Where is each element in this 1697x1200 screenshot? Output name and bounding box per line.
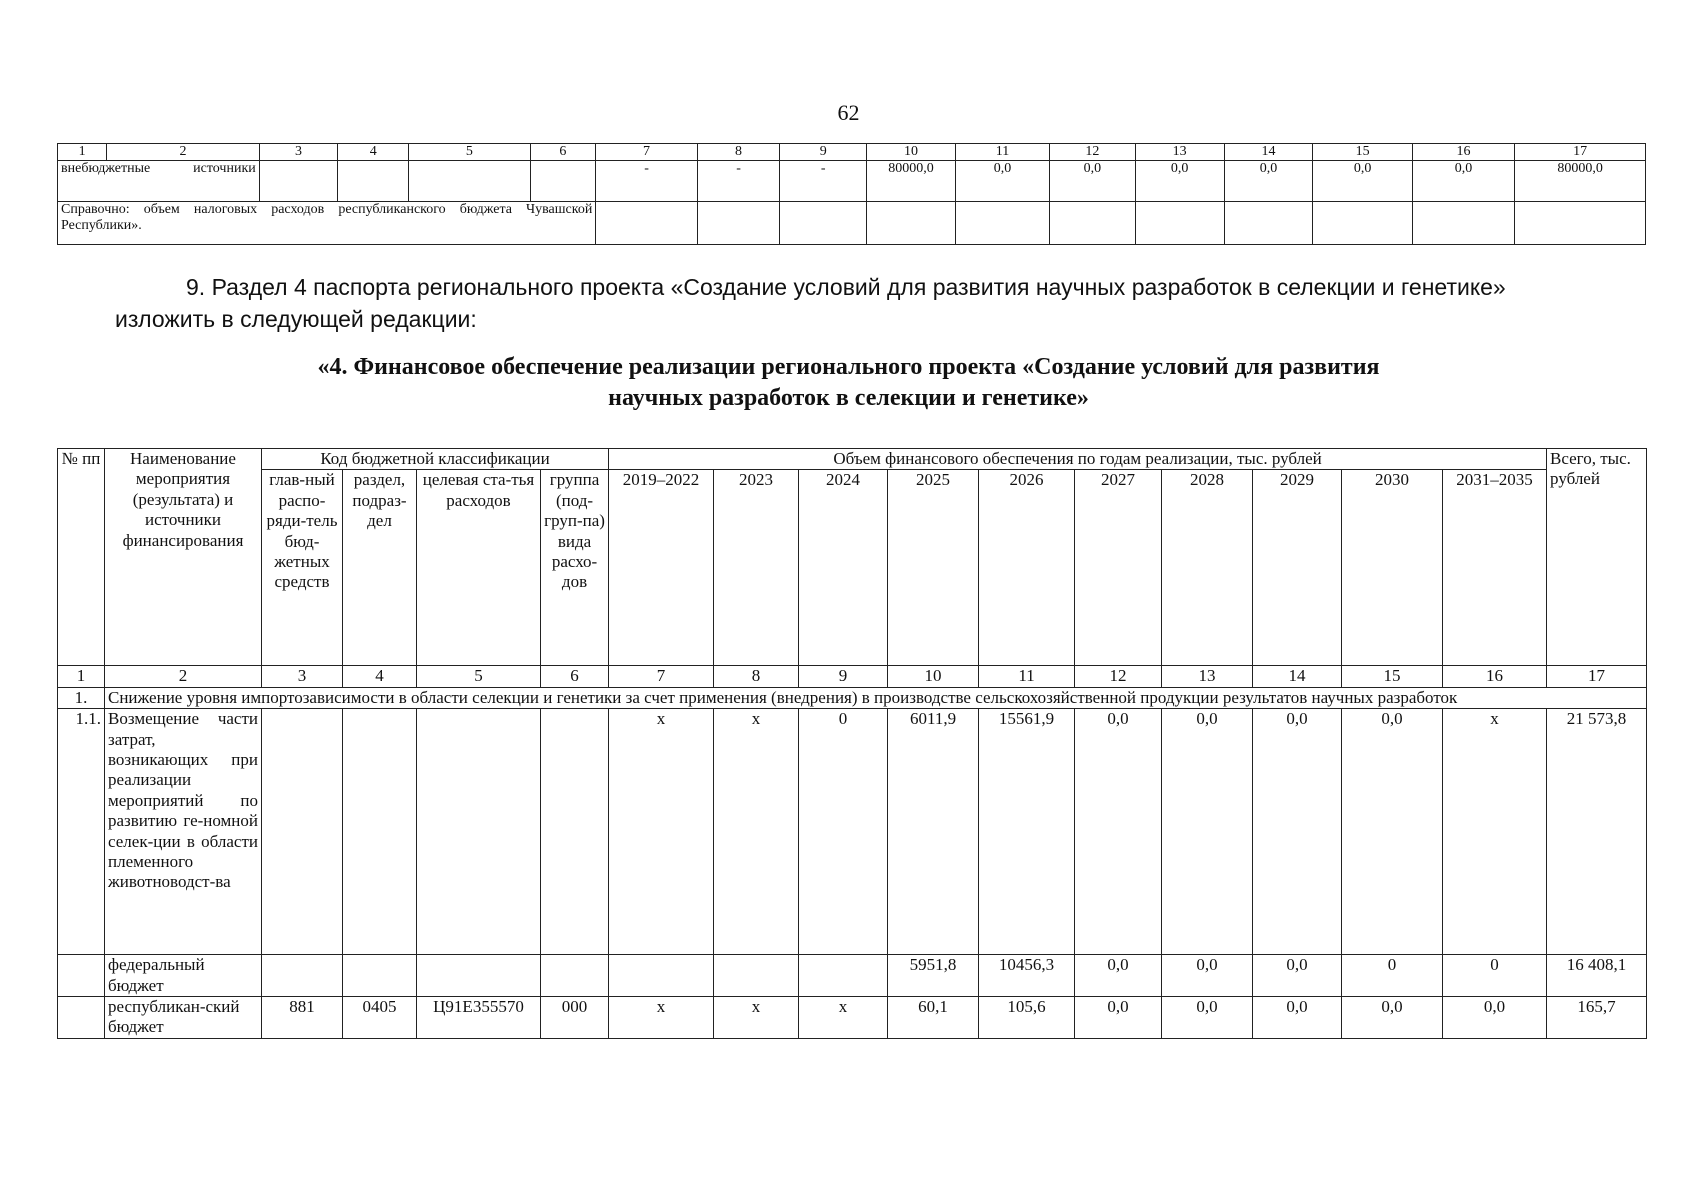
table-cell xyxy=(1412,202,1514,245)
table-cell: 0405 xyxy=(343,996,417,1038)
col-number: 5 xyxy=(417,666,541,687)
table-cell xyxy=(541,709,609,955)
table-cell: - xyxy=(596,161,697,202)
col-number: 14 xyxy=(1253,666,1342,687)
header-year: 2026 xyxy=(979,470,1075,666)
table-cell: 105,6 xyxy=(979,996,1075,1038)
section-title: Снижение уровня импортозависимости в области селекции и генетики за счет применения (внедрения) в производстве сельскохозяйственной продукции результатов научных разработок xyxy=(105,687,1647,708)
table-cell: 0,0 xyxy=(1443,996,1547,1038)
table-cell: 0,0 xyxy=(1075,709,1162,955)
row-label: внебюджетные источники xyxy=(58,161,260,202)
table-cell xyxy=(343,955,417,997)
table-cell: - xyxy=(697,161,780,202)
row-num: 1.1. xyxy=(58,709,105,955)
page-number: 62 xyxy=(837,100,860,125)
table-cell xyxy=(1050,202,1136,245)
col-number: 4 xyxy=(343,666,417,687)
col-number: 10 xyxy=(888,666,979,687)
table-cell xyxy=(799,955,888,997)
table-cell: 0,0 xyxy=(1075,955,1162,997)
table-cell xyxy=(259,161,337,202)
note-cell: Справочно: объем налоговых расходов республиканского бюджета Чувашской Республики». xyxy=(58,202,596,245)
table-cell: 5951,8 xyxy=(888,955,979,997)
col-number: 12 xyxy=(1075,666,1162,687)
section-num: 1. xyxy=(58,687,105,708)
table-cell: 80000,0 xyxy=(867,161,956,202)
continuation-table xyxy=(57,143,1646,245)
table-cell: Ц91Е355570 xyxy=(417,996,541,1038)
col-number: 13 xyxy=(1162,666,1253,687)
table-cell: 6011,9 xyxy=(888,709,979,955)
col-number: 6 xyxy=(530,144,596,161)
section-heading xyxy=(0,352,1697,414)
col-number: 11 xyxy=(979,666,1075,687)
header-year: 2019–2022 xyxy=(609,470,714,666)
table-cell xyxy=(1224,202,1313,245)
table-cell: х xyxy=(714,996,799,1038)
table-cell: 0,0 xyxy=(1342,709,1443,955)
table-row xyxy=(58,709,1647,955)
header-year: 2027 xyxy=(1075,470,1162,666)
table-cell: 0,0 xyxy=(955,161,1049,202)
table-cell xyxy=(867,202,956,245)
table-cell xyxy=(1515,202,1646,245)
table-cell: х xyxy=(714,709,799,955)
table-cell: 0,0 xyxy=(1313,161,1412,202)
table-cell: 0,0 xyxy=(1412,161,1514,202)
table-cell xyxy=(780,202,867,245)
col-number: 2 xyxy=(107,144,260,161)
row-name: федеральный бюджет xyxy=(105,955,262,997)
table-cell: 0,0 xyxy=(1253,996,1342,1038)
table-cell: 0,0 xyxy=(1224,161,1313,202)
table-cell: 881 xyxy=(262,996,343,1038)
table-cell: 80000,0 xyxy=(1515,161,1646,202)
header-year: 2031–2035 xyxy=(1443,470,1547,666)
table-cell xyxy=(338,161,409,202)
col-number: 7 xyxy=(609,666,714,687)
header-code-col: группа (под-груп-па) вида расхо-дов xyxy=(541,470,609,666)
col-number: 9 xyxy=(799,666,888,687)
table-cell xyxy=(714,955,799,997)
header-code-col: глав-ный распо-ряди-тель бюд-жетных средств xyxy=(262,470,343,666)
column-number-row xyxy=(58,666,1647,687)
table-cell xyxy=(417,955,541,997)
table-cell: 0,0 xyxy=(1253,955,1342,997)
table-cell: 000 xyxy=(541,996,609,1038)
table-cell: 0,0 xyxy=(1342,996,1443,1038)
row-name: Возмещение части затрат, возникающих при реализации мероприятий по развитию ге-номной селек-ции в области племенного животноводст-ва xyxy=(105,709,262,955)
col-number: 16 xyxy=(1412,144,1514,161)
body-paragraph: 9. Раздел 4 паспорта регионального проекта «Создание условий для развития научных разработок в селекции и генетике» изложить в следующей редакции: xyxy=(115,274,1506,332)
table-cell: 165,7 xyxy=(1547,996,1647,1038)
table-cell xyxy=(262,955,343,997)
table-cell: 21 573,8 xyxy=(1547,709,1647,955)
table-cell: х xyxy=(609,709,714,955)
table-row xyxy=(58,161,1646,202)
col-number: 6 xyxy=(541,666,609,687)
col-number: 5 xyxy=(409,144,530,161)
table-cell: 0,0 xyxy=(1162,996,1253,1038)
header-budget-code: Код бюджетной классификации xyxy=(262,449,609,470)
header-code-col: целевая ста-тья расходов xyxy=(417,470,541,666)
table-cell: 0 xyxy=(799,709,888,955)
table-cell: х xyxy=(799,996,888,1038)
table-cell xyxy=(697,202,780,245)
table-cell xyxy=(1313,202,1412,245)
col-number: 15 xyxy=(1313,144,1412,161)
col-number: 1 xyxy=(58,144,107,161)
col-number: 11 xyxy=(955,144,1049,161)
table-row xyxy=(58,202,1646,245)
header-year: 2023 xyxy=(714,470,799,666)
table-cell: х xyxy=(1443,709,1547,955)
col-number: 7 xyxy=(596,144,697,161)
col-number: 2 xyxy=(105,666,262,687)
table-cell xyxy=(609,955,714,997)
heading-line: «4. Финансовое обеспечение реализации регионального проекта «Создание условий для развития xyxy=(317,354,1380,380)
table-cell: 15561,9 xyxy=(979,709,1075,955)
column-number-row xyxy=(58,144,1646,161)
header-row xyxy=(58,470,1647,666)
col-number: 15 xyxy=(1342,666,1443,687)
col-number: 10 xyxy=(867,144,956,161)
col-number: 8 xyxy=(697,144,780,161)
header-volume: Объем финансового обеспечения по годам реализации, тыс. рублей xyxy=(609,449,1547,470)
col-number: 9 xyxy=(780,144,867,161)
table-cell xyxy=(530,161,596,202)
table-cell xyxy=(541,955,609,997)
financing-table xyxy=(57,448,1647,1039)
header-year: 2028 xyxy=(1162,470,1253,666)
table-cell: 10456,3 xyxy=(979,955,1075,997)
heading-line: научных разработок в селекции и генетике» xyxy=(608,385,1089,412)
col-number: 3 xyxy=(259,144,337,161)
table-cell xyxy=(262,709,343,955)
table-cell xyxy=(343,709,417,955)
header-total: Всего, тыс. рублей xyxy=(1547,449,1647,666)
col-number: 12 xyxy=(1050,144,1136,161)
header-name: Наименование мероприятия (результата) и источники финансирования xyxy=(105,449,262,666)
col-number: 16 xyxy=(1443,666,1547,687)
header-year: 2024 xyxy=(799,470,888,666)
table-cell: - xyxy=(780,161,867,202)
col-number: 17 xyxy=(1515,144,1646,161)
table-row xyxy=(58,996,1647,1038)
table-cell: 0,0 xyxy=(1075,996,1162,1038)
header-code-col: раздел, подраз-дел xyxy=(343,470,417,666)
header-num: № пп xyxy=(58,449,105,666)
table-cell: 0,0 xyxy=(1162,709,1253,955)
col-number: 4 xyxy=(338,144,409,161)
col-number: 13 xyxy=(1135,144,1224,161)
row-name: республикан-ский бюджет xyxy=(105,996,262,1038)
table-cell: 0,0 xyxy=(1162,955,1253,997)
row-num xyxy=(58,996,105,1038)
header-row xyxy=(58,449,1647,470)
header-year: 2029 xyxy=(1253,470,1342,666)
table-cell xyxy=(1135,202,1224,245)
table-row xyxy=(58,955,1647,997)
table-cell: 0,0 xyxy=(1050,161,1136,202)
col-number: 17 xyxy=(1547,666,1647,687)
header-year: 2025 xyxy=(888,470,979,666)
table-cell xyxy=(596,202,697,245)
table-cell: х xyxy=(609,996,714,1038)
table-cell: 0,0 xyxy=(1253,709,1342,955)
table-cell: 60,1 xyxy=(888,996,979,1038)
table-cell xyxy=(409,161,530,202)
table-cell: 0 xyxy=(1342,955,1443,997)
header-year: 2030 xyxy=(1342,470,1443,666)
table-cell xyxy=(417,709,541,955)
col-number: 1 xyxy=(58,666,105,687)
table-cell: 0 xyxy=(1443,955,1547,997)
row-num xyxy=(58,955,105,997)
section-row xyxy=(58,687,1647,708)
table-cell: 0,0 xyxy=(1135,161,1224,202)
table-cell xyxy=(955,202,1049,245)
col-number: 3 xyxy=(262,666,343,687)
col-number: 14 xyxy=(1224,144,1313,161)
table-cell: 16 408,1 xyxy=(1547,955,1647,997)
col-number: 8 xyxy=(714,666,799,687)
